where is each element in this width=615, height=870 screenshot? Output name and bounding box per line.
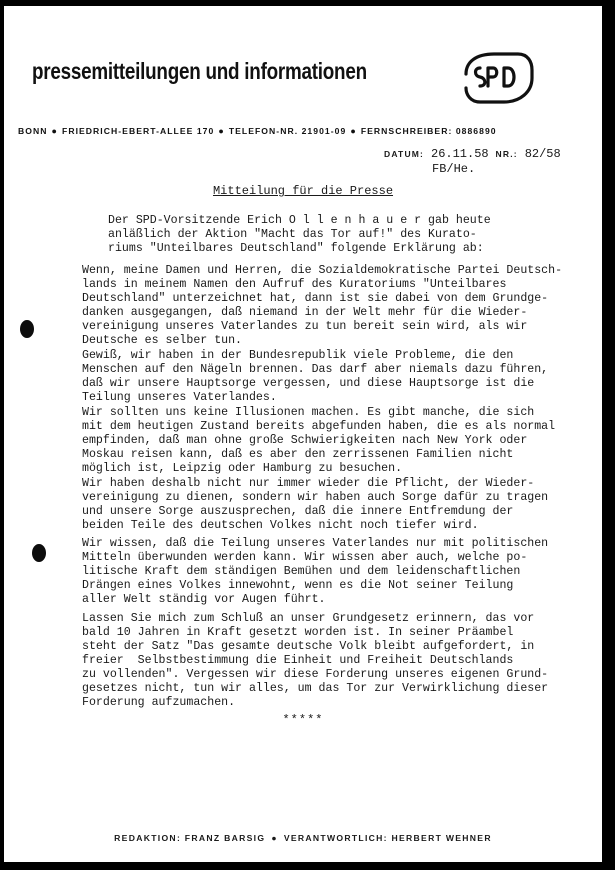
intro-paragraph: Der SPD-Vorsitzende Erich O l l e n h a u e r gab heute anläßlich der Aktion "Macht das Tor auf!" des Kurato- riums "Unteilbares Deutschland" folgende Erklärung ab:	[108, 214, 491, 255]
nr-value: 82/58	[524, 147, 561, 161]
nr-label: NR.:	[495, 149, 518, 159]
press-release-page	[4, 6, 602, 862]
body-paragraph: Wir haben deshalb nicht nur immer wieder die Pflicht, der Wieder- vereinigung zu dienen, sondern wir haben auch Sorge dafür zu tragen und unsere Sorge auszusprechen, daß die innere Entfremdung der beiden Teile des deutschen Volkes nicht noch tiefer wird.	[82, 477, 549, 532]
body-paragraph: Lassen Sie mich zum Schluß an unser Grundgesetz erinnern, das vor bald 10 Jahren in Kraft gesetzt worden ist. In seiner Präambel steht der Satz "Das gesamte deutsche Volk bleibt aufgefordert, in freier Selbstbestimmung die Einheit und Freiheit Deutschlands zu vollenden". Vergessen wir diese Forderung unseres eigenen Grund- gesetzes nicht, tun wir alles, um das Tor zur Verwirklichung dieser Forderung aufzumachen.	[82, 612, 549, 709]
address-phone: TELEFON-NR. 21901-09	[228, 126, 347, 136]
bullet-dot: ●	[350, 126, 357, 136]
date-number-line	[384, 147, 561, 161]
punch-hole	[32, 544, 46, 562]
end-marker: *****	[282, 713, 324, 727]
body-paragraph: Wenn, meine Damen und Herren, die Sozialdemokratische Partei Deutsch- lands in meinem Namen den Aufruf des Kuratoriums "Unteilbares Deutschland" unterzeichnet hat, dann ist sie dabei von dem Grundge- danken ausgegangen, daß niemand in der Welt mehr für die Wieder- vereinigung unseres Vaterlandes zu tun bereit sein wird, als wir Deutsche es selber tun.	[82, 264, 563, 347]
spd-logo	[460, 48, 536, 108]
document-title-text: Mitteilung für die Presse	[212, 184, 394, 198]
body-paragraph: Gewiß, wir haben in der Bundesrepublik viele Probleme, die den Menschen auf den Nägeln brennen. Das darf aber niemals dazu führen, daß wir unsere Hauptsorge vergessen, und diese Hauptsorge ist die Teilung unseres Vaterlandes.	[82, 349, 549, 404]
address-telex: FERNSCHREIBER: 0886890	[360, 126, 497, 136]
footer-line	[4, 833, 602, 843]
footer-responsible: VERANTWORTLICH: HERBERT WEHNER	[283, 833, 492, 843]
date-value: 26.11.58	[431, 147, 489, 161]
header-title: pressemitteilungen und informationen	[32, 58, 367, 84]
address-street: FRIEDRICH-EBERT-ALLEE 170	[62, 126, 215, 136]
bullet-dot: ●	[271, 833, 278, 843]
bullet-dot: ●	[51, 126, 59, 136]
punch-hole	[20, 320, 34, 338]
bullet-dot: ●	[218, 126, 225, 136]
author-initials: FB/He.	[432, 162, 476, 176]
document-title	[4, 184, 602, 198]
body-paragraph: Wir sollten uns keine Illusionen machen. Es gibt manche, die sich mit dem heutigen Zustand bereits abgefunden haben, die es als normal empfinden, daß man ohne große Schwierigkeiten nach New York oder Moskau reisen kann, daß es aber den zerrissenen Familien nicht möglich ist, Leipzig oder Hamburg zu besuchen.	[82, 406, 556, 475]
footer-editor: REDAKTION: FRANZ BARSIG	[114, 833, 266, 843]
address-line	[18, 126, 497, 136]
date-label: DATUM:	[384, 149, 425, 159]
address-city: BONN	[18, 126, 48, 136]
body-paragraph: Wir wissen, daß die Teilung unseres Vaterlandes nur mit politischen Mitteln überwunden werden kann. Wir wissen aber auch, welche po- litische Kraft dem ständigen Bemühen und dem leidenschaftlichen Drängen eines Volkes innewohnt, wenn es die Not seiner Teilung aller Welt ständig vor Augen führt.	[82, 537, 549, 606]
